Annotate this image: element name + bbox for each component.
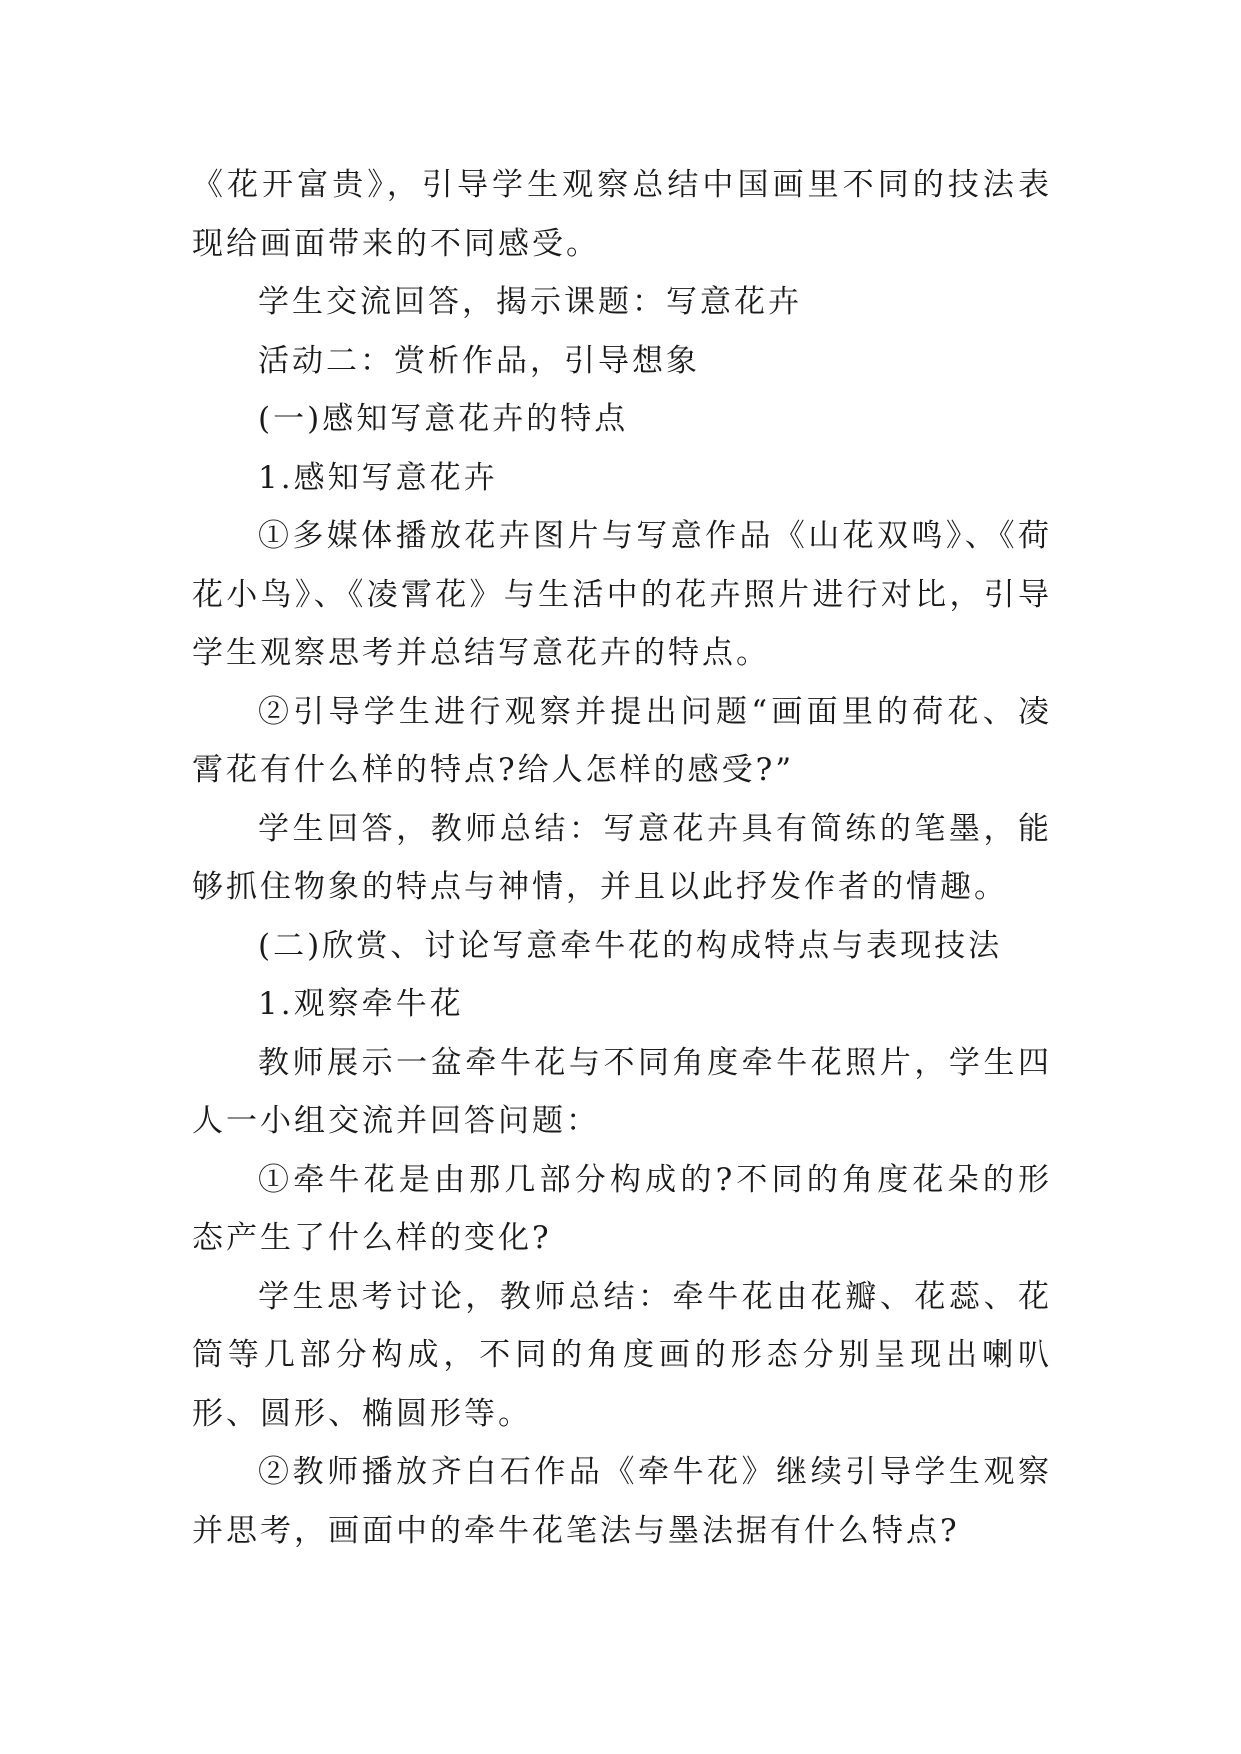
subsection-heading-observe: 1.观察牵牛花 [258,986,464,1022]
paragraph-teacher-summary: 学生回答，教师总结：写意花卉具有简练的笔墨，能够抓住物象的特点与神情，并且以此抒发作者的情趣。 [192,810,1052,905]
paragraph-intro-continued: 《花开富贵》，引导学生观察总结中国画里不同的技法表现给画面带来的不同感受。 [192,167,1052,262]
paragraph-qi-baishi: ②教师播放齐白石作品《牵牛花》继续引导学生观察并思考，画面中的牵牛花笔法与墨法据有什么特点? [192,1454,1052,1549]
document-body [192,156,1052,1560]
section-two-heading: (二)欣赏、讨论写意牵牛花的构成特点与表现技法 [258,927,1003,964]
paragraph-student-answer: 学生交流回答，揭示课题：写意花卉 [258,284,802,320]
paragraph-multimedia: ①多媒体播放花卉图片与写意作品《山花双鸣》、《荷花小鸟》、《凌霄花》与生活中的花卉照片进行对比，引导学生观察思考并总结写意花卉的特点。 [192,518,1052,671]
subsection-heading: 1.感知写意花卉 [258,459,498,496]
paragraph-discussion-summary: 学生思考讨论，教师总结：牵牛花由花瓣、花蕊、花筒等几部分构成，不同的角度画的形态分别呈现出喇叭形、圆形、椭圆形等。 [192,1278,1052,1432]
paragraph-teacher-display: 教师展示一盆牵牛花与不同角度牵牛花照片，学生四人一小组交流并回答问题： [192,1044,1052,1139]
paragraph-question: ②引导学生进行观察并提出问题“画面里的荷花、凌霄花有什么样的特点?给人怎样的感受?” [192,693,1052,788]
activity-two-heading: 活动二：赏析作品，引导想象 [258,342,700,379]
section-one-heading: (一)感知写意花卉的特点 [258,401,629,437]
paragraph-question-parts: ①牵牛花是由那几部分构成的?不同的角度花朵的形态产生了什么样的变化? [192,1161,1052,1256]
